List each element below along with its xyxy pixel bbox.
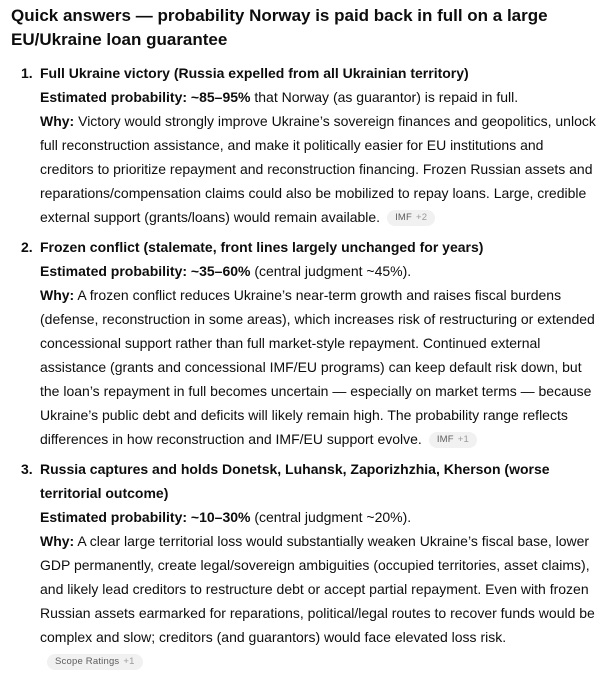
citation-badge[interactable] bbox=[429, 432, 477, 448]
why-text: A clear large territorial loss would substantially weaken Ukraine’s fiscal base, lower GDP permanently, create legal/sovereign ambiguities (occupied territories, asset claims), and likely lead creditors to restructure debt or accept partial repayment. Even with frozen Russian assets earmarked for reparations, political/legal routes to recover funds would be complex and slow; creditors (and guarantors) would face elevated loss risk. bbox=[40, 533, 595, 645]
item-number: 3. bbox=[21, 461, 33, 477]
probability-text: that Norway (as guarantor) is repaid in full. bbox=[250, 89, 519, 105]
probability-label: Estimated probability: ~10–30% bbox=[40, 509, 251, 525]
page-title: Quick answers — probability Norway is paid back in full on a large EU/Ukraine loan guarantee bbox=[11, 6, 548, 49]
item-body bbox=[40, 61, 598, 229]
why-text: A frozen conflict reduces Ukraine’s near-term growth and raises fiscal burdens (defense, reconstruction in some areas), which increases risk of restructuring or extended concessional support rather than full market-style repayment. Continued external assistance (grants and concessional IMF/EU programs) can keep default risk down, but the loan’s repayment in full becomes uncertain — especially on market terms — because Ukraine’s public debt and deficits will likely remain high. The probability range reflects differences in how reconstruction and IMF/EU support evolve. bbox=[40, 287, 595, 447]
citation-badge[interactable] bbox=[47, 654, 143, 670]
citation-count: +1 bbox=[123, 656, 135, 667]
numbered-list bbox=[11, 61, 598, 673]
scenario-title: Full Ukraine victory (Russia expelled from all Ukrainian territory) bbox=[40, 65, 469, 81]
probability-label: Estimated probability: ~35–60% bbox=[40, 263, 251, 279]
why-text: Victory would strongly improve Ukraine’s sovereign finances and geopolitics, unlock full reconstruction assistance, and make it politically easier for EU institutions and creditors to prioritize repayment and reconstruction financing. Frozen Russian assets and reparations/compensation claims could also be mobilized to repay loans. Large, credible external support (grants/loans) would remain available. bbox=[40, 113, 596, 225]
list-item bbox=[11, 61, 598, 229]
citation-source: IMF bbox=[395, 212, 413, 223]
item-number: 2. bbox=[21, 239, 33, 255]
citation-count: +1 bbox=[457, 434, 470, 445]
why-line bbox=[40, 529, 598, 673]
scenario-title: Frozen conflict (stalemate, front lines largely unchanged for years) bbox=[40, 239, 484, 255]
list-item bbox=[11, 457, 598, 673]
probability-text: (central judgment ~20%). bbox=[250, 509, 412, 525]
list-item bbox=[11, 235, 598, 451]
why-label: Why: bbox=[40, 533, 75, 549]
why-label: Why: bbox=[40, 113, 75, 129]
probability-text: (central judgment ~45%). bbox=[250, 263, 412, 279]
item-number: 1. bbox=[21, 65, 33, 81]
citation-count: +2 bbox=[416, 212, 428, 223]
probability-line bbox=[40, 85, 598, 109]
item-body bbox=[40, 235, 598, 451]
item-body bbox=[40, 457, 598, 673]
probability-line bbox=[40, 259, 598, 283]
citation-source: Scope Ratings bbox=[55, 656, 120, 667]
citation-badge[interactable] bbox=[387, 210, 435, 226]
citation-source: IMF bbox=[436, 434, 454, 445]
probability-label: Estimated probability: ~85–95% bbox=[40, 89, 251, 105]
why-line bbox=[40, 283, 598, 451]
why-label: Why: bbox=[40, 287, 75, 303]
why-line bbox=[40, 109, 598, 229]
probability-line bbox=[40, 505, 598, 529]
scenario-title: Russia captures and holds Donetsk, Luhansk, Zaporizhzhia, Kherson (worse territorial outcome) bbox=[40, 461, 550, 501]
